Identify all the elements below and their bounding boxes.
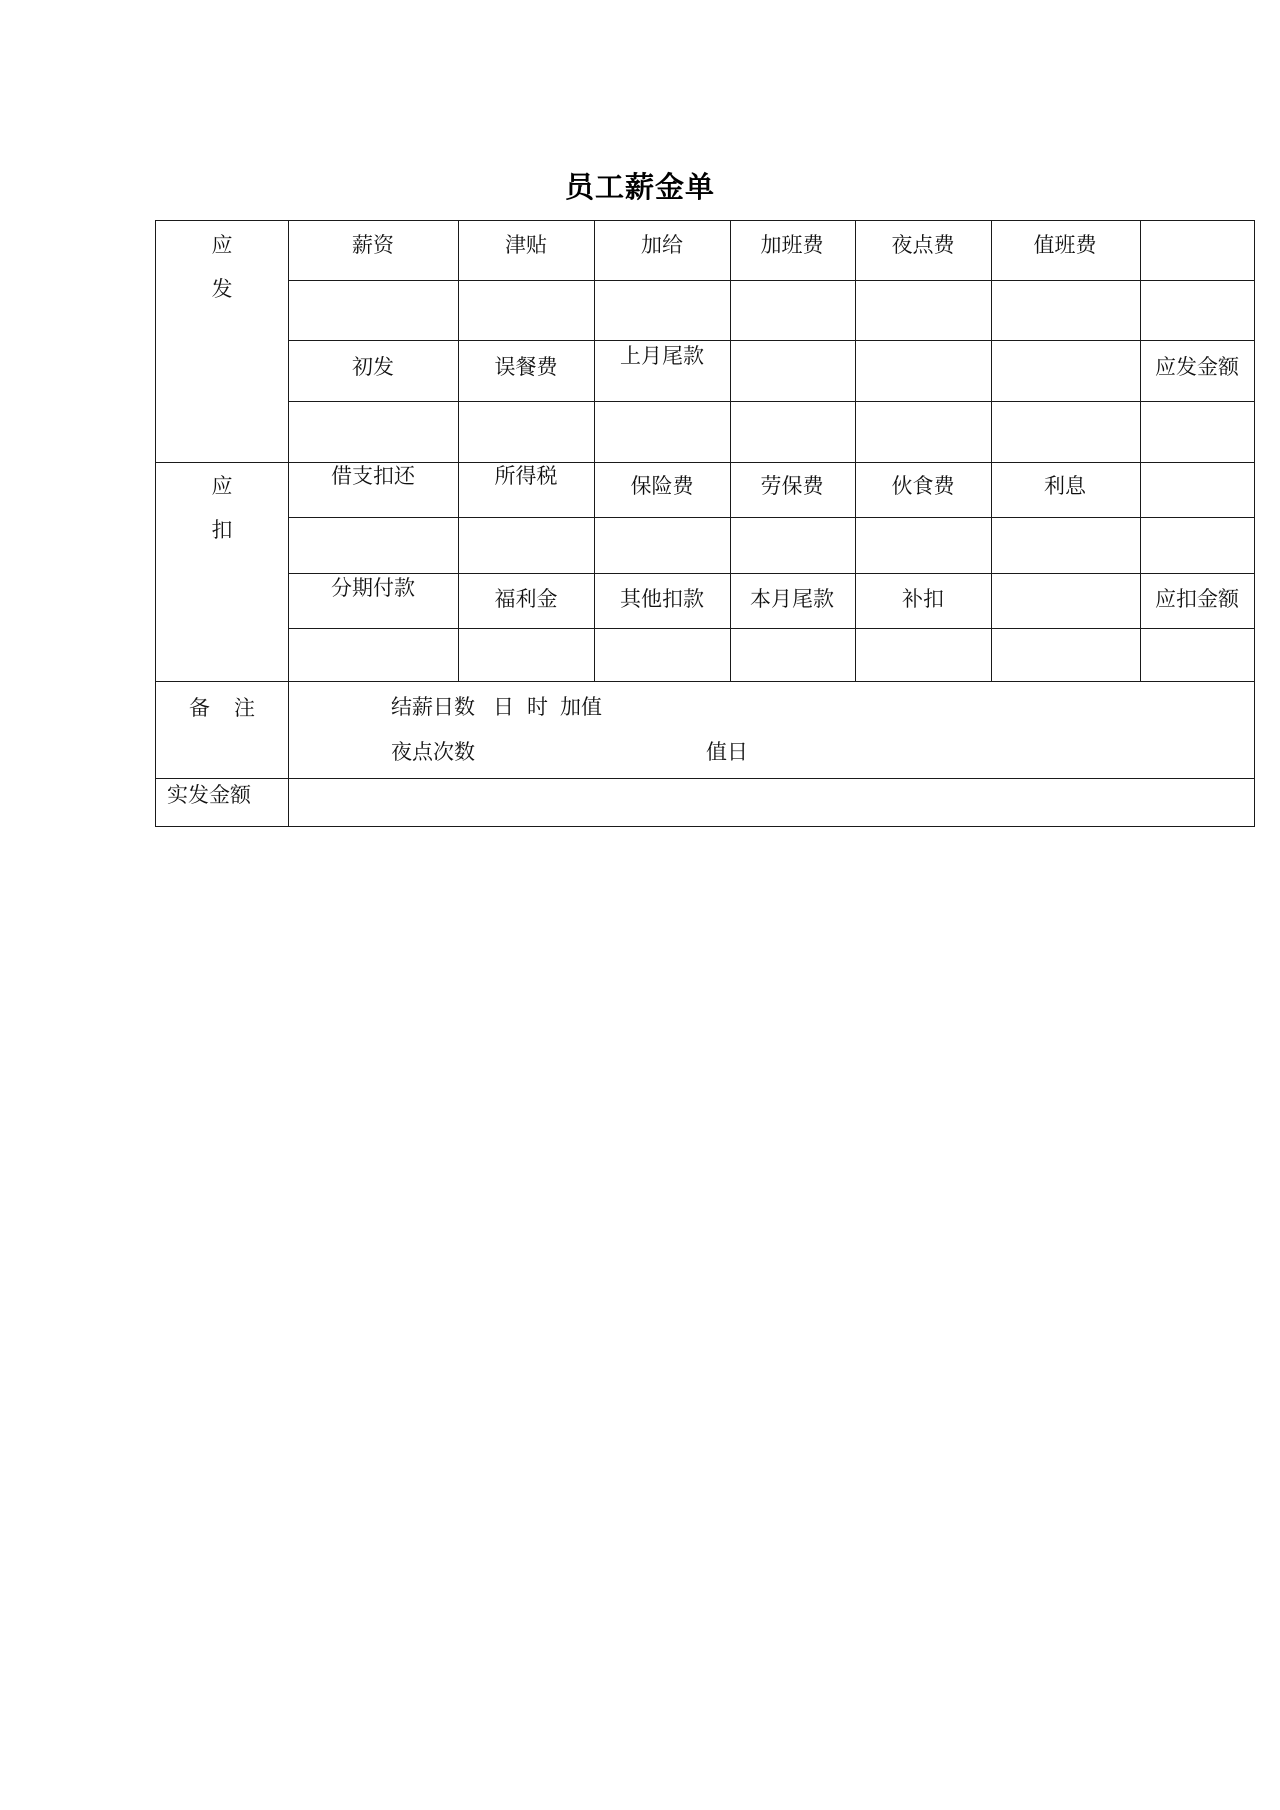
section-divider [155,462,1255,463]
deductions-header-cell: 本月尾款 [750,587,834,611]
label-column-divider [288,220,289,827]
earnings-header-cell: 夜点费 [891,233,955,257]
row-divider [288,573,1254,574]
table-border-top [155,220,1255,221]
deductions-header-cell: 借支扣还 [331,464,415,488]
earnings-header-cell: 值班费 [1033,233,1097,257]
remarks-label-char: 注 [234,696,255,720]
earnings-header-cell: 津贴 [505,233,547,257]
table-border-left [155,220,156,827]
remarks-extra-value: 加值 [560,695,602,719]
row-divider [288,517,1254,518]
earnings-total-label: 应发金额 [1155,355,1239,379]
column-divider [594,220,595,681]
remarks-label-char: 备 [189,696,210,720]
deductions-header-cell: 劳保费 [760,474,824,498]
earnings-header-cell: 加给 [641,233,683,257]
table-border-right [1254,220,1255,827]
earnings-header-cell: 上月尾款 [620,344,704,368]
earnings-header-cell: 薪资 [352,233,394,257]
row-divider [288,340,1254,341]
page-title: 员工薪金单 [564,170,715,204]
remarks-duty-day: 值日 [706,740,748,764]
deductions-header-cell: 福利金 [494,587,558,611]
remarks-days-unit: 日 [493,695,514,719]
column-divider [855,220,856,681]
remarks-night-count: 夜点次数 [391,740,475,764]
remarks-hours-unit: 时 [527,695,548,719]
table-border-bottom [155,826,1255,827]
earnings-header-cell: 初发 [352,355,394,379]
section-divider [155,681,1255,682]
net-pay-label: 实发金额 [167,783,251,807]
row-divider [288,401,1254,402]
section-divider [155,778,1255,779]
column-divider [1140,220,1141,681]
deductions-header-cell: 利息 [1044,474,1086,498]
earnings-header-cell: 加班费 [760,233,824,257]
deductions-header-cell: 分期付款 [331,576,415,600]
column-divider [991,220,992,681]
remarks-pay-days: 结薪日数 [391,695,475,719]
earnings-label-top: 应 [211,233,233,257]
deductions-label-top: 应 [211,474,233,498]
earnings-label-bottom: 发 [211,277,233,301]
row-divider [288,628,1254,629]
deductions-header-cell: 所得税 [494,464,558,488]
column-divider [730,220,731,681]
deductions-header-cell: 其他扣款 [620,587,704,611]
deductions-total-label: 应扣金额 [1155,587,1239,611]
earnings-header-cell: 误餐费 [494,355,558,379]
column-divider [458,220,459,681]
row-divider [288,280,1254,281]
deductions-header-cell: 保险费 [630,474,694,498]
deductions-label-bottom: 扣 [211,518,233,542]
deductions-header-cell: 伙食费 [891,474,955,498]
deductions-header-cell: 补扣 [902,587,944,611]
